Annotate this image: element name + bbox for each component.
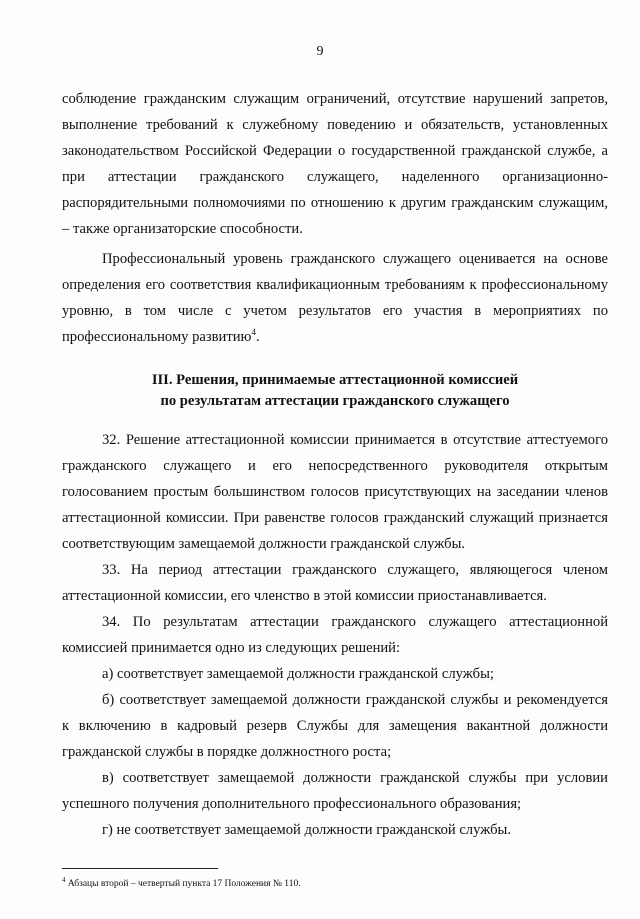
paragraph-item-34-b: б) соответствует замещаемой должности гражданской службы и рекомендуется к включению в кадровый резерв Службы для замещения вакантной должности гражданской службы в порядке должностного роста; [62,692,608,760]
paragraph-item-34: 34. По результатам аттестации гражданского служащего аттестационной комиссией принимается одно из следующих решений: [62,614,608,656]
paragraph-qualities: соблюдение гражданским служащим ограничений, отсутствие нарушений запретов, выполнение требований к служебному поведению и обязательств, установленных законодательством Российской Федерации о государственной гражданской службе, а при аттестации гражданского служащего, наделенного организационно-распорядительными полномочиями по отношению к другим гражданским служащим, – также организаторские способности. [62,91,608,237]
paragraph-item-33: 33. На период аттестации гражданского служащего, являющегося членом аттестационной комиссии, его членство в этой комиссии приостанавливается. [62,562,608,604]
footnote [62,875,602,890]
paragraph-text: Профессиональный уровень гражданского служащего оценивается на основе определения его соответствия квалификационным требованиям к профессиональному уровню, в том числе с учетом результатов его участия в мероприятиях по профессиональному развитию [62,251,608,345]
document-body [62,86,608,843]
footnote-marker: 4 [62,875,66,884]
paragraph-item-34-a: а) соответствует замещаемой должности гражданской службы; [102,666,494,682]
paragraph-item-32: 32. Решение аттестационной комиссии принимается в отсутствие аттестуемого гражданского служащего и его непосредственного руководителя открытым голосованием простым большинством голосов присутствующих на заседании членов аттестационной комиссии. При равенстве голосов гражданский служащий признается соответствующим замещаемой должности гражданской службы. [62,432,608,552]
paragraph-end: . [255,329,260,345]
paragraph-professional-level [62,246,608,350]
section-heading [62,370,608,412]
footnote-divider [62,868,218,869]
footnote-reference[interactable]: 4 [251,327,256,338]
section-heading-line-1: III. Решения, принимаемые аттестационной комиссией [151,372,519,388]
paragraph-item-34-v: в) соответствует замещаемой должности гражданской службы при условии успешного получения дополнительного профессионального образования; [62,770,608,812]
section-heading-line-2: по результатам аттестации гражданского служащего [160,393,510,409]
footnote-text: Абзацы второй – четвертый пункта 17 Положения № 110. [65,879,301,889]
paragraph-item-34-g: г) не соответствует замещаемой должности гражданской службы. [102,822,511,838]
page-number: 9 [316,44,324,59]
